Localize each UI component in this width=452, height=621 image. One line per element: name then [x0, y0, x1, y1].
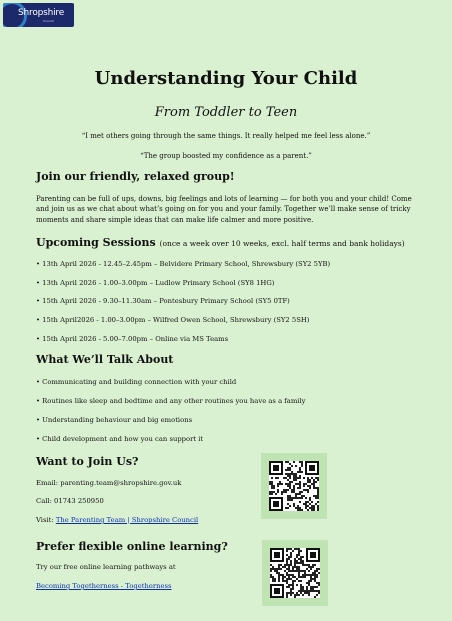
qr-code-parenting-team: [261, 453, 327, 519]
qr-code-togetherness: [262, 540, 328, 606]
join-heading: Join our friendly, relaxed group!: [36, 170, 235, 183]
sessions-heading: [36, 236, 405, 249]
page-subtitle: From Toddler to Teen: [154, 105, 298, 120]
want-heading: Want to Join Us?: [36, 455, 139, 468]
sessions-note: (once a week over 10 weeks, excl. half terms and bank holidays): [159, 239, 405, 248]
session-item: • 13th April 2026 - 1.00–3.00pm – Ludlow Primary School (SY8 1HG): [36, 279, 275, 287]
talk-item: • Routines like sleep and bedtime and any other routines you have as a family: [36, 397, 306, 405]
parenting-team-link[interactable]: The Parenting Team | Shropshire Council: [55, 516, 199, 524]
online-text: Try our free online learning pathways at: [36, 563, 176, 571]
session-item: • 15th April 2026 - 5.00–7.00pm – Online via MS Teams: [36, 335, 229, 343]
session-item: • 15th April 2026 - 9.30–11.30am – Pontesbury Primary School (SY5 0TF): [36, 297, 290, 305]
session-item: • 15th April2026 - 1.00–3.00pm – Wilfred Owen School, Shrewsbury (SY2 5SH): [36, 316, 310, 324]
page-title: Understanding Your Child: [94, 68, 358, 89]
join-body: Parenting can be full of ups, downs, big feelings and lots of learning — for both you and your child! Come and join us as we chat about what’s going on for you and your family. Together we’ll make sense of tricky moments and share simple ideas that can make life calmer and more positive.: [36, 195, 412, 224]
logo-sub: Council: [43, 19, 55, 23]
contact-email: Email: parenting.team@shropshire.gov.uk: [36, 479, 182, 487]
logo-name: Shropshire: [18, 8, 65, 18]
qr-pattern-icon: [270, 548, 320, 598]
session-item: • 13th April 2026 - 12.45–2.45pm – Belvidere Primary School, Shrewsbury (SY2 5YB): [36, 260, 331, 268]
talk-heading: What We’ll Talk About: [36, 353, 174, 366]
visit-row: [36, 516, 198, 524]
sessions-heading-text: Upcoming Sessions: [36, 236, 156, 249]
online-row: [36, 582, 172, 590]
quote-2: “The group boosted my confidence as a parent.”: [140, 152, 312, 160]
talk-item: • Child development and how you can support it: [36, 435, 204, 443]
visit-label: Visit:: [36, 516, 56, 524]
shropshire-council-logo: [3, 3, 74, 27]
online-heading: Prefer flexible online learning?: [36, 540, 228, 553]
togetherness-link[interactable]: Becoming Togetherness - Togetherness: [36, 582, 172, 590]
contact-phone: Call: 01743 250950: [36, 497, 104, 505]
talk-item: • Communicating and building connection with your child: [36, 378, 237, 386]
qr-pattern-icon: [269, 461, 319, 511]
quote-1: “I met others going through the same things. It really helped me feel less alone.”: [81, 132, 371, 140]
talk-item: • Understanding behaviour and big emotions: [36, 416, 193, 424]
